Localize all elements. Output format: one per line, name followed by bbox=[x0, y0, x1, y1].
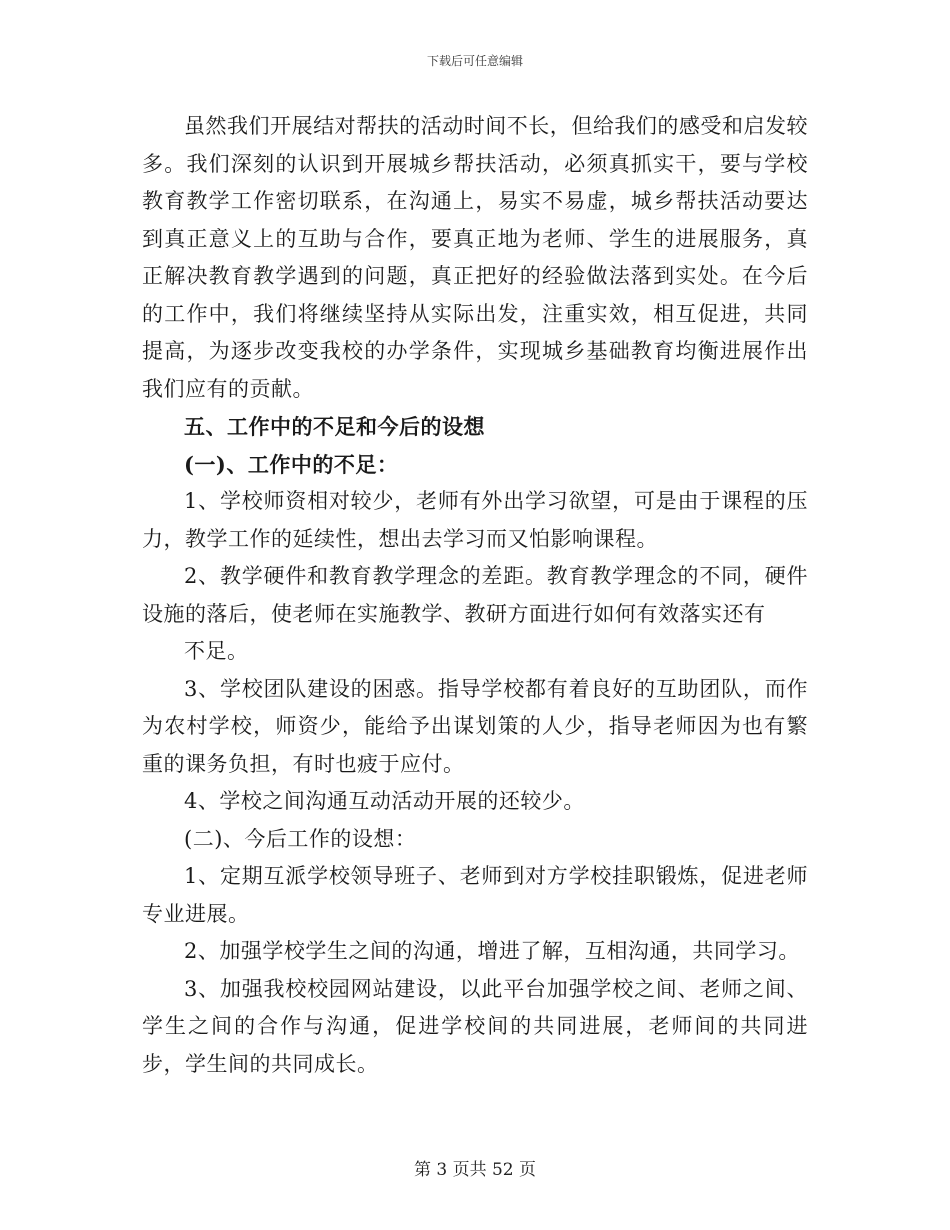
shortcoming-item-2-continued: 不足。 bbox=[184, 639, 249, 663]
section-heading-five: 五、工作中的不足和今后的设想 bbox=[184, 414, 485, 439]
plan-item-1: 1、定期互派学校领导班子、老师到对方学校挂职锻炼，促进老师专业进展。 bbox=[142, 864, 808, 926]
document-body bbox=[142, 108, 808, 1083]
plan-item-3: 3、加强我校校园网站建设，以此平台加强学校之间、老师之间、学生之间的合作与沟通，促进学校间的共同进展，老师间的共同进步，学生间的共同成长。 bbox=[142, 976, 808, 1076]
plan-item-2: 2、加强学校学生之间的沟通，增进了解，互相沟通，共同学习。 bbox=[184, 939, 800, 963]
page-footer: 第 3 页共 52 页 bbox=[413, 1160, 537, 1180]
shortcoming-item-3: 3、学校团队建设的困惑。指导学校都有着良好的互助团队，而作为农村学校，师资少，能给予出谋划策的人少，指导老师因为也有繁重的课务负担，有时也疲于应付。 bbox=[142, 676, 808, 776]
shortcoming-item-1: 1、学校师资相对较少，老师有外出学习欲望，可是由于课程的压力，教学工作的延续性，想出去学习而又怕影响课程。 bbox=[142, 489, 808, 551]
shortcoming-item-4: 4、学校之间沟通互动活动开展的还较少。 bbox=[184, 789, 585, 813]
paragraph-summary: 虽然我们开展结对帮扶的活动时间不长，但给我们的感受和启发较多。我们深刻的认识到开展城乡帮扶活动，必须真抓实干，要与学校教育教学工作密切联系，在沟通上，易实不易虚，城乡帮扶活动要达到真正意义上的互助与合作，要真正地为老师、学生的进展服务，真正解决教育教学遇到的问题，真正把好的经验做法落到实处。在今后的工作中，我们将继续坚持从实际出发，注重实效，相互促进，共同提高，为逐步改变我校的办学条件，实现城乡基础教育均衡进展作出我们应有的贡献。 bbox=[142, 114, 808, 401]
subheading-future-plans: (二)、今后工作的设想： bbox=[184, 826, 417, 851]
subheading-shortcomings: (一)、工作中的不足： bbox=[184, 451, 399, 477]
shortcoming-item-2: 2、教学硬件和教育教学理念的差距。教育教学理念的不同，硬件设施的落后，使老师在实施教学、教研方面进行如何有效落实还有 bbox=[142, 564, 808, 626]
page-header: 下载后可任意编辑 bbox=[426, 54, 523, 68]
